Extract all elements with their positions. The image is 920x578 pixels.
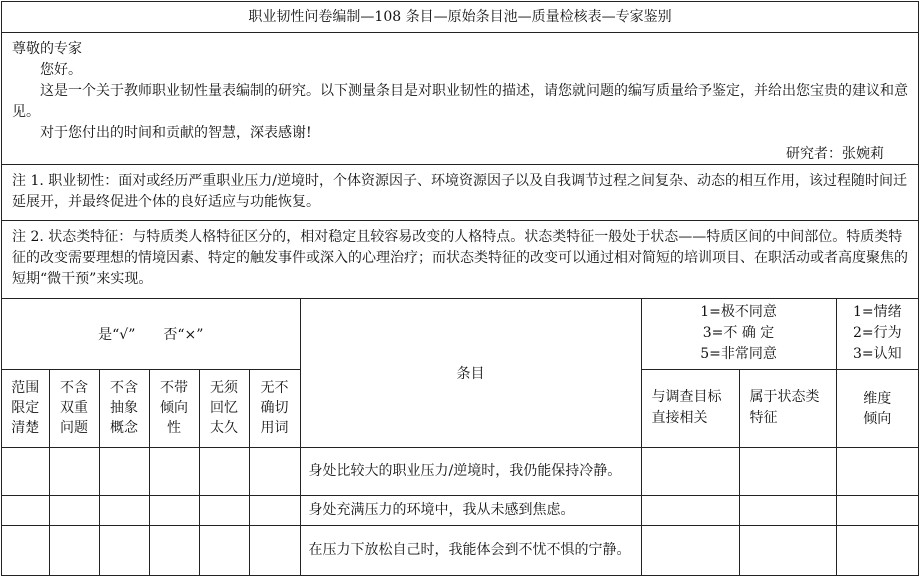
scale-label-1: 1=极不同意 — [700, 304, 777, 321]
letter-thanks: 对于您付出的时间和贡献的智慧，深表感谢! — [40, 125, 312, 141]
rating-cell[interactable] — [739, 495, 836, 525]
evaluation-table — [2, 299, 918, 576]
rating-cell[interactable] — [739, 447, 836, 495]
item-header: 条目 — [300, 299, 641, 447]
letter-hello: 您好。 — [40, 62, 82, 78]
rating-cell[interactable] — [99, 447, 149, 495]
criterion-no-vague-words: 无不 确切 用词 — [249, 369, 300, 447]
rating-cell[interactable] — [641, 447, 739, 495]
letter-greeting: 尊敬的专家 — [12, 41, 82, 57]
rating-cell[interactable] — [149, 525, 199, 575]
column-relevance: 与调查目标 直接相关 — [641, 369, 739, 447]
table-row — [2, 525, 918, 575]
rating-cell[interactable] — [249, 525, 300, 575]
cover-letter — [2, 33, 918, 165]
dim-label-3: 3=认知 — [852, 346, 902, 363]
scale-label-5: 5=非常同意 — [700, 346, 777, 363]
page-title: 职业韧性问卷编制—108 条目—原始条目池—质量检核表—专家鉴别 — [2, 2, 918, 33]
criterion-scope-clear: 范围 限定 清楚 — [2, 369, 49, 447]
rating-cell[interactable] — [641, 495, 739, 525]
letter-signature: 研究者：张婉莉 — [786, 146, 884, 162]
rating-cell[interactable] — [2, 495, 49, 525]
rating-cell[interactable] — [49, 525, 99, 575]
questionnaire-page — [1, 1, 919, 576]
rating-cell[interactable] — [99, 495, 149, 525]
rating-cell[interactable] — [199, 495, 249, 525]
note-2: 注 2. 状态类特征：与特质类人格特征区分的，相对稳定且较容易改变的人格特点。状态类特征一般处于状态——特质区间的中间部位。特质类特征的改变需要理想的情境因素、特定的触发事件或深入的心理治疗；而状态类特征的改变可以通过相对简短的培训项目、在职活动或者高度聚焦的短期“微干预”来实现。 — [2, 221, 918, 299]
rating-cell[interactable] — [249, 495, 300, 525]
column-dimension: 维度 倾向 — [836, 369, 918, 447]
item-text: 在压力下放松自己时，我能体会到不忧不惧的宁静。 — [300, 525, 641, 575]
rating-cell[interactable] — [2, 447, 49, 495]
table-row — [2, 495, 918, 525]
criterion-no-bias: 不带 倾向 性 — [149, 369, 199, 447]
criterion-no-double-barrel: 不含 双重 问题 — [49, 369, 99, 447]
rating-cell[interactable] — [836, 447, 918, 495]
rating-cell[interactable] — [2, 525, 49, 575]
rating-cell[interactable] — [739, 525, 836, 575]
rating-cell[interactable] — [49, 495, 99, 525]
rating-cell[interactable] — [149, 447, 199, 495]
rating-cell[interactable] — [149, 495, 199, 525]
dim-label-2: 2=行为 — [852, 325, 902, 342]
letter-body: 这是一个关于教师职业韧性量表编制的研究。以下测量条目是对职业韧性的描述，请您就问题的编写质量给予鉴定，并给出您宝贵的建议和意见。 — [12, 83, 908, 120]
yes-no-legend: 是“√” 否“×” — [2, 299, 300, 369]
criterion-no-long-recall: 无须 回忆 太久 — [199, 369, 249, 447]
scale-label-3: 3=不 确 定 — [702, 325, 775, 342]
rating-cell[interactable] — [99, 525, 149, 575]
column-state-trait: 属于状态类 特征 — [739, 369, 836, 447]
rating-cell[interactable] — [836, 525, 918, 575]
rating-cell[interactable] — [641, 525, 739, 575]
criterion-no-abstract-concept: 不含 抽象 概念 — [99, 369, 149, 447]
note-1: 注 1. 职业韧性：面对或经历严重职业压力/逆境时，个体资源因子、环境资源因子以及自我调节过程之间复杂、动态的相互作用，该过程随时间迁延展开，并最终促进个体的良好适应与功能恢复。 — [2, 165, 918, 221]
dim-label-1: 1=情绪 — [852, 304, 902, 321]
item-text: 身处比较大的职业压力/逆境时，我仍能保持冷静。 — [300, 447, 641, 495]
rating-cell[interactable] — [249, 447, 300, 495]
rating-cell[interactable] — [49, 447, 99, 495]
rating-cell[interactable] — [199, 525, 249, 575]
item-text: 身处充满压力的环境中，我从未感到焦虑。 — [300, 495, 641, 525]
rating-cell[interactable] — [199, 447, 249, 495]
dimension-legend — [836, 299, 918, 369]
table-row — [2, 447, 918, 495]
agreement-scale-legend — [641, 299, 836, 369]
rating-cell[interactable] — [836, 495, 918, 525]
